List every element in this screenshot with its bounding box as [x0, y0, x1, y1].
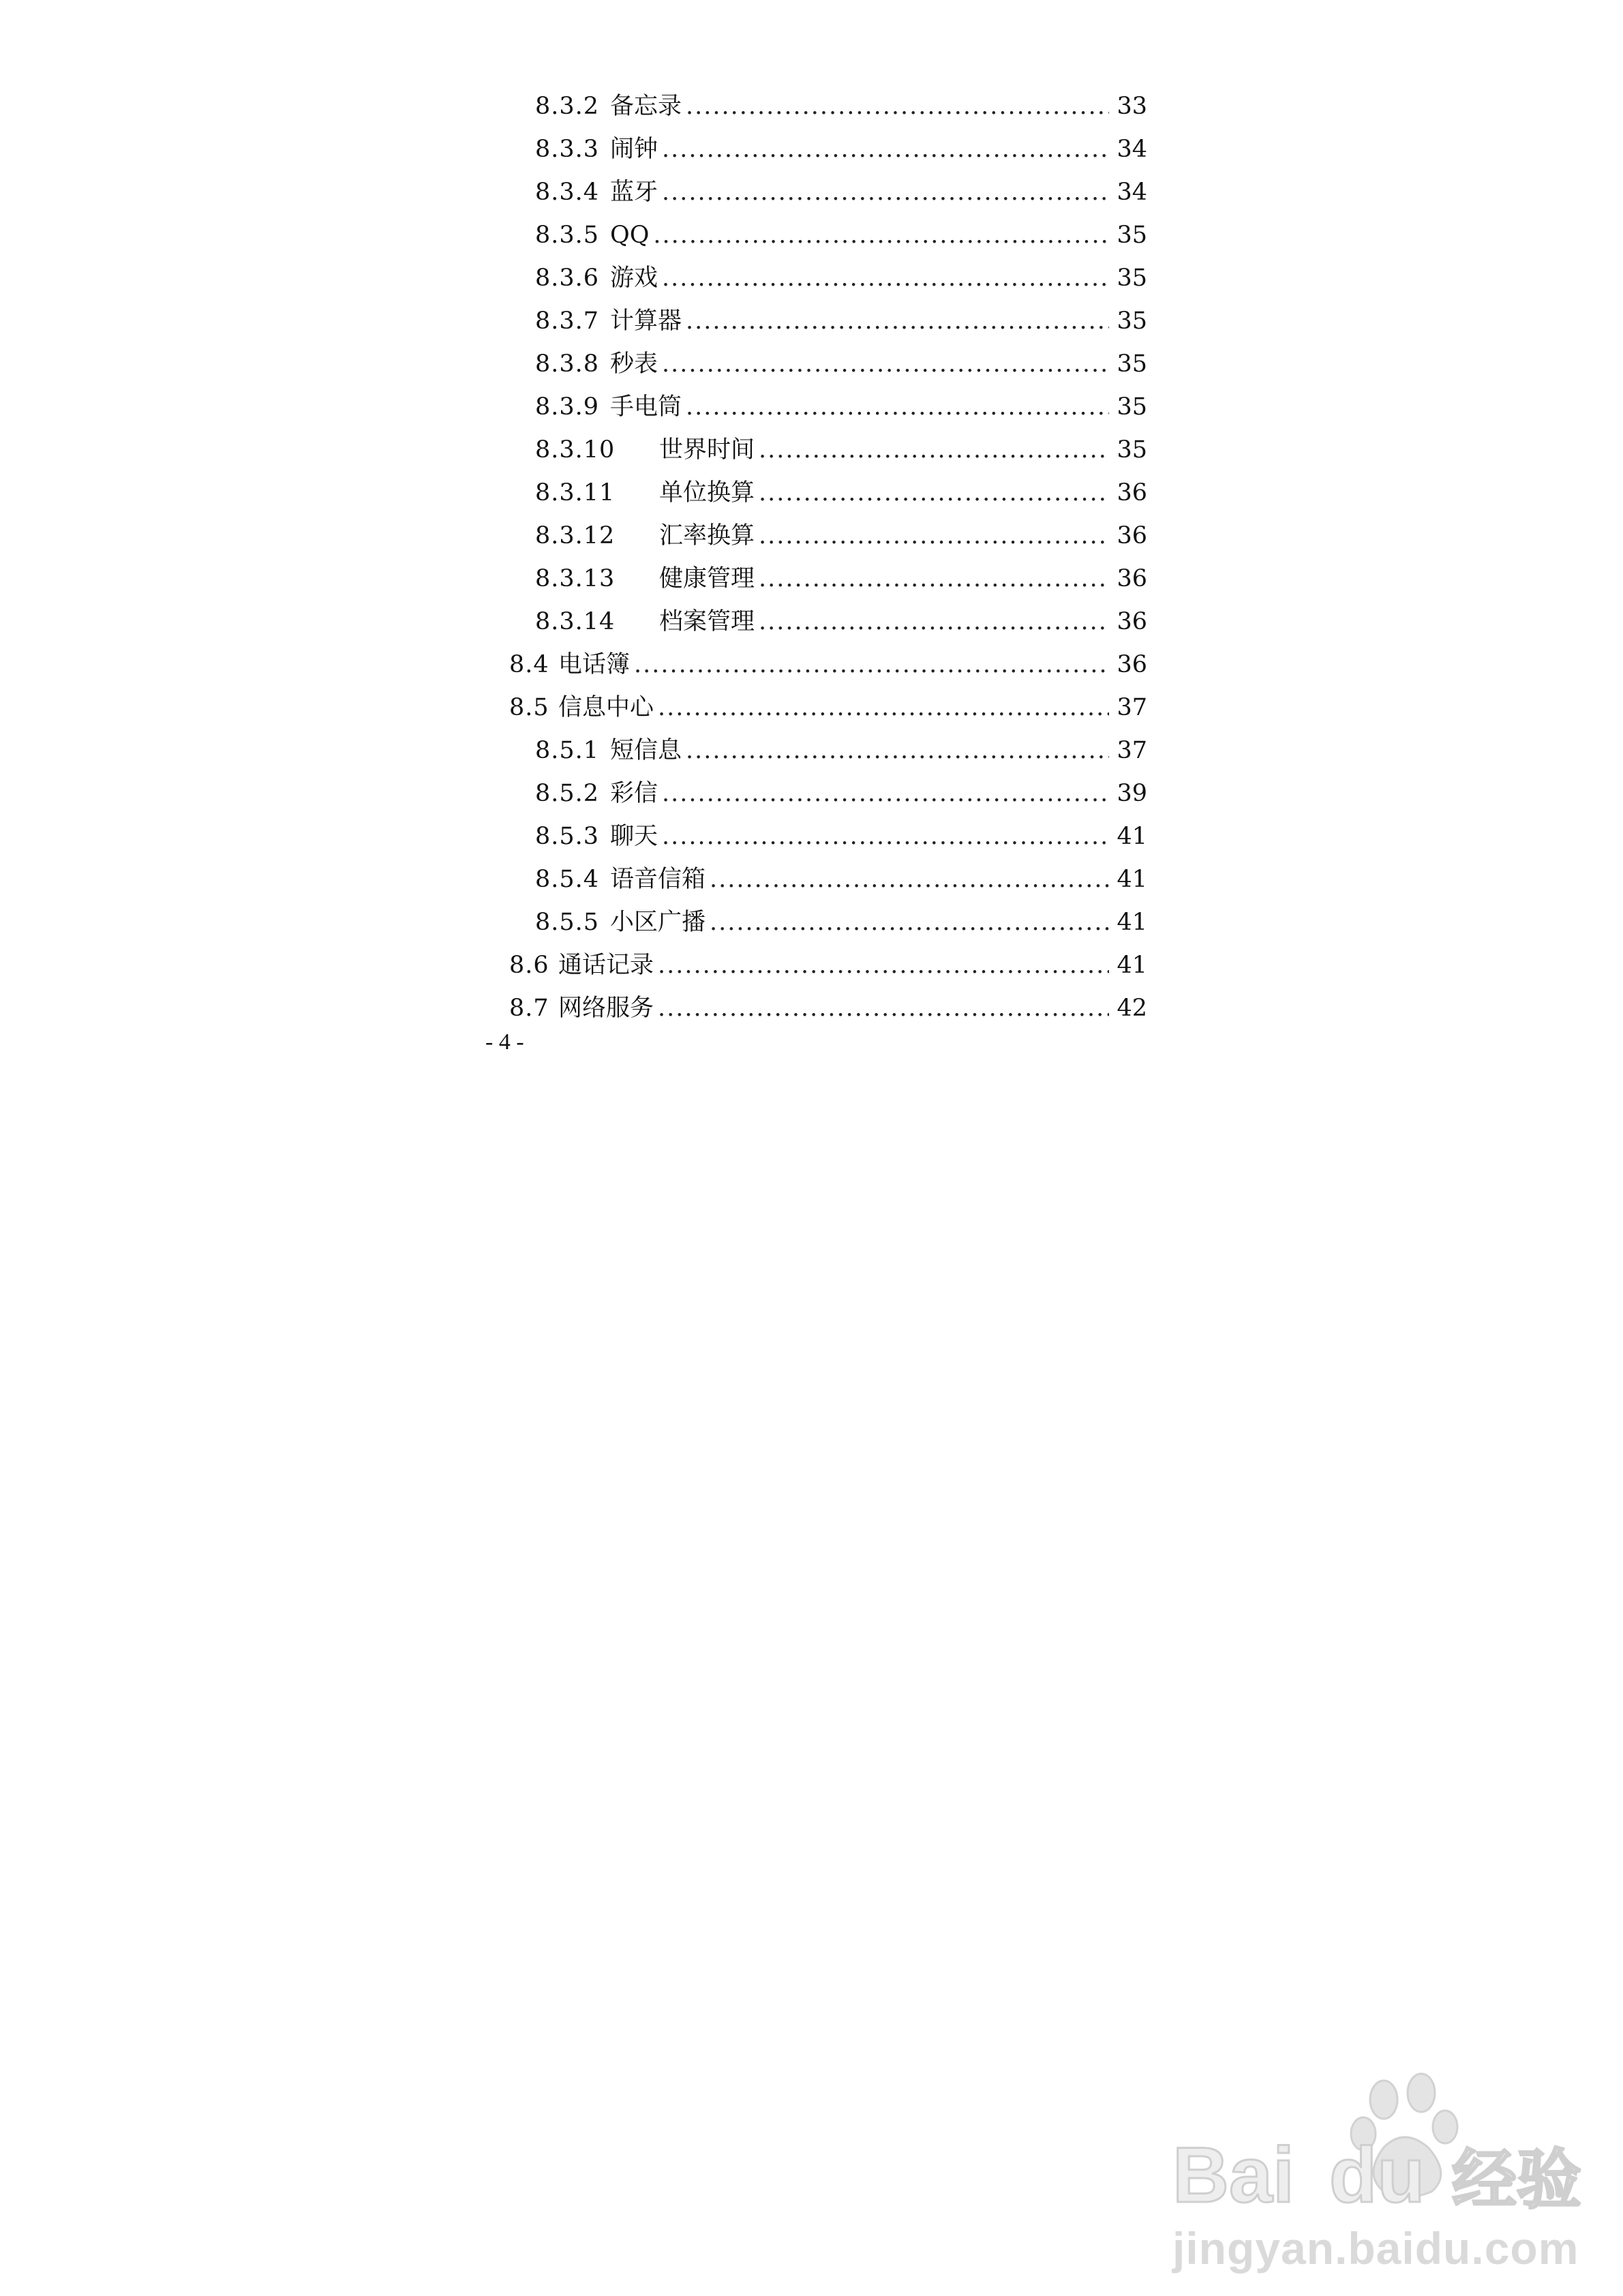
toc-entry-number: 8.3.3 — [535, 136, 600, 163]
toc-entry-number: 8.5.4 — [535, 866, 600, 893]
toc-entry-page: 35 — [1117, 307, 1147, 335]
toc-entry — [535, 209, 1147, 250]
toc-entry — [535, 123, 1147, 164]
svg-text:Bai: Bai — [1172, 2132, 1294, 2219]
toc-entry-page: 41 — [1117, 909, 1147, 936]
toc-entry-title: 闹钟 — [610, 136, 658, 163]
toc-entry — [509, 939, 1147, 980]
svg-text:du: du — [1329, 2132, 1425, 2219]
toc-entry-page: 35 — [1117, 436, 1147, 464]
toc-entry — [535, 553, 1147, 594]
toc-dot-leader — [759, 521, 1109, 551]
toc-entry-number: 8.3.4 — [535, 179, 600, 206]
toc-dot-leader — [686, 91, 1109, 121]
toc-entry-number: 8.5.5 — [535, 909, 600, 936]
toc-entry-title: 汇率换算 — [659, 522, 755, 549]
toc-dot-leader — [658, 950, 1109, 980]
toc-entry-title: 手电筒 — [610, 393, 682, 421]
toc-entry-number: 8.3.14 — [535, 608, 616, 635]
toc-entry-title: 蓝牙 — [610, 179, 658, 206]
toc-entry-title: 游戏 — [610, 265, 658, 292]
toc-entry-number: 8.7 — [509, 995, 549, 1022]
toc-entry-number: 8.3.10 — [535, 436, 616, 464]
toc-dot-leader — [759, 478, 1109, 508]
watermark-url: jingyan.baidu.com — [1172, 2223, 1579, 2274]
toc-entry-title: 计算器 — [610, 307, 682, 335]
table-of-contents — [0, 0, 1623, 1023]
toc-entry-page: 39 — [1117, 780, 1147, 807]
toc-entry-title: QQ — [610, 222, 650, 249]
toc-dot-leader — [662, 177, 1109, 207]
toc-dot-leader — [653, 220, 1109, 250]
toc-dot-leader — [662, 349, 1109, 379]
toc-entry-page: 41 — [1117, 823, 1147, 850]
toc-entry-page: 36 — [1117, 479, 1147, 507]
toc-entry-title: 健康管理 — [659, 565, 755, 592]
toc-entry — [509, 682, 1147, 723]
toc-entry — [535, 854, 1147, 894]
toc-entry-page: 35 — [1117, 222, 1147, 249]
toc-dot-leader — [686, 736, 1109, 766]
toc-entry-page: 37 — [1117, 694, 1147, 721]
toc-dot-leader — [686, 306, 1109, 336]
toc-dot-leader — [658, 993, 1109, 1023]
svg-text:经验: 经验 — [1452, 2143, 1582, 2218]
toc-dot-leader — [759, 607, 1109, 637]
toc-entry — [535, 424, 1147, 465]
toc-entry — [535, 295, 1147, 336]
toc-entry-title: 网络服务 — [558, 995, 654, 1022]
toc-dot-leader — [710, 907, 1109, 937]
toc-entry-title: 聊天 — [610, 823, 658, 850]
toc-entry — [535, 467, 1147, 508]
toc-entry-title: 信息中心 — [558, 694, 654, 721]
toc-entry — [535, 725, 1147, 766]
toc-entry-title: 电话簿 — [558, 651, 631, 678]
toc-entry-title: 世界时间 — [659, 436, 755, 464]
toc-entry-number: 8.4 — [509, 651, 549, 678]
toc-entry-page: 35 — [1117, 393, 1147, 421]
toc-entry-page: 35 — [1117, 350, 1147, 378]
toc-dot-leader — [759, 564, 1109, 594]
toc-dot-leader — [686, 392, 1109, 422]
toc-entry-page: 36 — [1117, 522, 1147, 549]
toc-dot-leader — [710, 864, 1109, 894]
toc-entry-number: 8.3.13 — [535, 565, 616, 592]
toc-dot-leader — [662, 134, 1109, 164]
toc-dot-leader — [662, 779, 1109, 809]
toc-entry-page: 34 — [1117, 136, 1147, 163]
toc-entry-title: 短信息 — [610, 737, 682, 764]
toc-entry-title: 秒表 — [610, 350, 658, 378]
toc-entry-number: 8.3.11 — [535, 479, 616, 507]
toc-entry-page: 35 — [1117, 265, 1147, 292]
toc-entry — [535, 166, 1147, 207]
toc-entry — [535, 596, 1147, 637]
toc-entry-number: 8.6 — [509, 952, 549, 979]
toc-dot-leader — [662, 821, 1109, 851]
toc-entry — [535, 338, 1147, 379]
toc-entry — [535, 768, 1147, 809]
toc-dot-leader — [759, 435, 1109, 465]
toc-entry-page: 34 — [1117, 179, 1147, 206]
toc-dot-leader — [658, 693, 1109, 723]
toc-entry-number: 8.5.2 — [535, 780, 600, 807]
toc-entry-page: 42 — [1117, 995, 1147, 1022]
toc-entry-page: 36 — [1117, 651, 1147, 678]
toc-entry-page: 41 — [1117, 866, 1147, 893]
toc-entry-page: 36 — [1117, 608, 1147, 635]
toc-entry — [509, 639, 1147, 680]
toc-entry-title: 通话记录 — [558, 952, 654, 979]
toc-entry-number: 8.3.8 — [535, 350, 600, 378]
toc-entry — [535, 510, 1147, 551]
toc-entry-page: 33 — [1117, 93, 1147, 120]
toc-entry — [535, 896, 1147, 937]
toc-entry-page: 41 — [1117, 952, 1147, 979]
toc-entry-number: 8.5.3 — [535, 823, 600, 850]
toc-entry-number: 8.3.5 — [535, 222, 600, 249]
toc-entry-title: 备忘录 — [610, 93, 682, 120]
toc-dot-leader — [662, 263, 1109, 293]
toc-entry-page: 37 — [1117, 737, 1147, 764]
toc-entry — [509, 982, 1147, 1023]
toc-entry — [535, 381, 1147, 422]
toc-entry-number: 8.3.6 — [535, 265, 600, 292]
toc-entry-number: 8.3.12 — [535, 522, 616, 549]
toc-entry — [535, 80, 1147, 121]
toc-entry-number: 8.5 — [509, 694, 549, 721]
toc-entry-title: 单位换算 — [659, 479, 755, 507]
toc-entry — [535, 811, 1147, 851]
toc-entry-title: 彩信 — [610, 780, 658, 807]
toc-entry-number: 8.5.1 — [535, 737, 600, 764]
toc-entry-page: 36 — [1117, 565, 1147, 592]
toc-entry-number: 8.3.9 — [535, 393, 600, 421]
toc-entry-title: 档案管理 — [659, 608, 755, 635]
toc-dot-leader — [634, 650, 1109, 680]
toc-entry — [535, 252, 1147, 293]
toc-entry-title: 小区广播 — [610, 909, 706, 936]
page-number: - 4 - — [485, 1029, 524, 1055]
toc-entry-number: 8.3.2 — [535, 93, 600, 120]
toc-entry-title: 语音信箱 — [610, 866, 706, 893]
toc-entry-number: 8.3.7 — [535, 307, 600, 335]
